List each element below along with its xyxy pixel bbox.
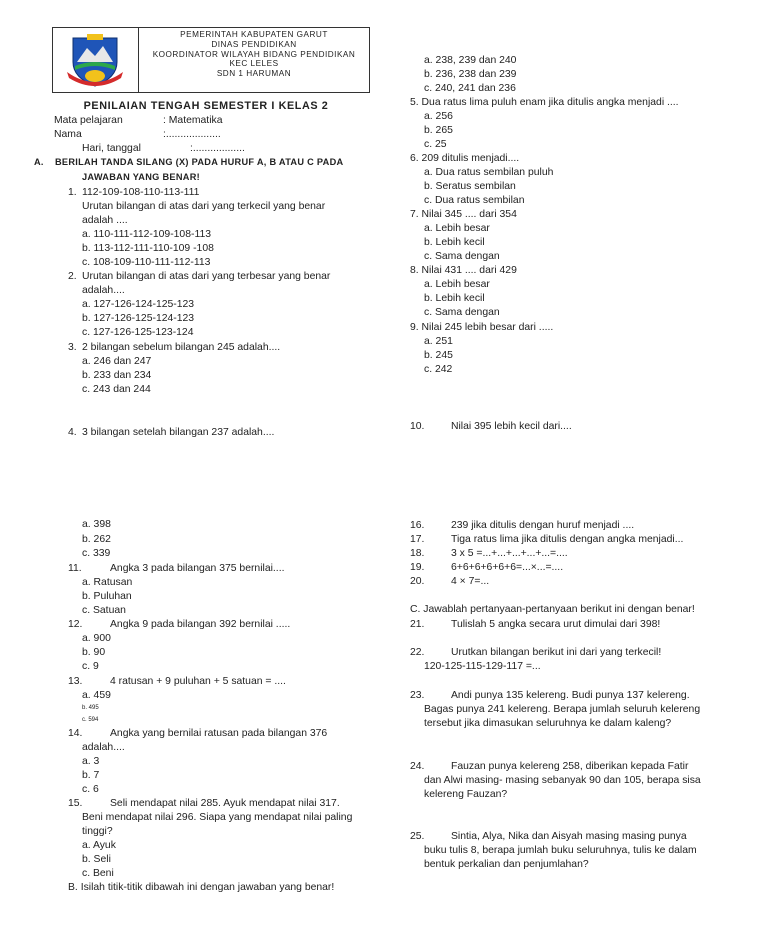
letterhead-line: PEMERINTAH KABUPATEN GARUT (180, 30, 328, 39)
question-text: Angka 9 pada bilangan 392 bernilai ..... (110, 619, 291, 630)
question-text: dan Alwi masing- masing sebanyak 90 dan 105, berapa sisa (424, 775, 701, 786)
answer-option: a. 238, 239 dan 240 (424, 55, 517, 66)
answer-option: a. 256 (424, 111, 453, 122)
answer-option: a. 251 (424, 336, 453, 347)
answer-option: b. 127-126-125-124-123 (82, 313, 195, 324)
question-text: 2 bilangan sebelum bilangan 245 adalah.... (82, 342, 281, 353)
letterhead-line: DINAS PENDIDIKAN (211, 39, 297, 49)
section-a-letter: A. (34, 157, 44, 167)
question-text: 3 bilangan setelah bilangan 237 adalah.... (82, 427, 275, 438)
answer-option: b. Seratus sembilan (424, 181, 516, 192)
question-text: Urutkan bilangan berikut ini dari yang terkecil! (451, 647, 662, 658)
q-number: 1. (68, 187, 77, 198)
question-text: Tulislah 5 angka secara urut dimulai dari 398! (451, 619, 661, 630)
answer-option: b. Lebih kecil (424, 237, 485, 248)
name-field: :................... (163, 129, 221, 140)
question-text: Beni mendapat nilai 296. Siapa yang mendapat nilai paling (82, 812, 353, 823)
question-text: Angka yang bernilai ratusan pada bilangan 376 (110, 728, 328, 739)
answer-option: a. 900 (82, 633, 111, 644)
q-number: 15. (68, 798, 83, 809)
question-text: 9. Nilai 245 lebih besar dari ..... (410, 322, 554, 333)
exam-title: PENILAIAN TENGAH SEMESTER I KELAS 2 (83, 100, 329, 112)
date-label: Hari, tanggal (82, 143, 141, 154)
answer-option: c. Beni (82, 868, 114, 879)
q-number: 18. (410, 548, 425, 559)
q-number: 4. (68, 427, 77, 438)
answer-option: a. 3 (82, 756, 100, 767)
question-text: 239 jika ditulis dengan huruf menjadi .... (451, 520, 635, 531)
question-text: tinggi? (82, 826, 113, 837)
q-number: 14. (68, 728, 83, 739)
section-c-instruction: C. Jawablah pertanyaan-pertanyaan berikut ini dengan benar! (410, 604, 695, 615)
answer-option: c. Sama dengan (424, 251, 500, 262)
question-text: Andi punya 135 kelereng. Budi punya 137 kelereng. (451, 690, 690, 701)
answer-option: a. Ayuk (82, 840, 116, 851)
answer-option: c. 240, 241 dan 236 (424, 83, 516, 94)
question-text: tersebut jika dimasukan seluruhnya ke dalam kaleng? (424, 718, 672, 729)
question-text: 4 × 7=... (451, 576, 490, 587)
letterhead-text (139, 30, 369, 79)
question-text: 8. Nilai 431 .... dari 429 (410, 265, 517, 276)
answer-option: b. 233 dan 234 (82, 370, 152, 381)
subject-value: : Matematika (163, 115, 223, 126)
section-b-instruction: B. Isilah titik-titik dibawah ini dengan jawaban yang benar! (68, 882, 335, 893)
answer-option: c. 243 dan 244 (82, 384, 151, 395)
question-text: adalah .... (82, 215, 128, 226)
answer-option: a. Lebih besar (424, 279, 490, 290)
q-number: 19. (410, 562, 425, 573)
question-text: 4 ratusan + 9 puluhan + 5 satuan = .... (110, 676, 286, 687)
subject-label: Mata pelajaran (54, 115, 123, 126)
answer-option: a. 459 (82, 690, 111, 701)
q-number: 22. (410, 647, 425, 658)
answer-option: c. 594 (82, 717, 99, 723)
question-text: Nilai 395 lebih kecil dari.... (451, 421, 572, 432)
answer-option: a. 246 dan 247 (82, 356, 152, 367)
question-text: Fauzan punya kelereng 258, diberikan kepada Fatir (451, 761, 689, 772)
question-text: Angka 3 pada bilangan 375 bernilai.... (110, 563, 285, 574)
answer-option: b. 236, 238 dan 239 (424, 69, 517, 80)
answer-option: c. Dua ratus sembilan (424, 195, 525, 206)
q-number: 12. (68, 619, 83, 630)
question-text: Tiga ratus lima jika ditulis dengan angka menjadi... (451, 534, 684, 545)
question-text: Seli mendapat nilai 285. Ayuk mendapat nilai 317. (110, 798, 340, 809)
answer-option: c. 127-126-125-123-124 (82, 327, 194, 338)
q-number: 25. (410, 831, 425, 842)
answer-option: c. 339 (82, 548, 111, 559)
answer-option: b. 245 (424, 350, 453, 361)
answer-option: a. Dua ratus sembilan puluh (424, 167, 554, 178)
q-number: 2. (68, 271, 77, 282)
regency-emblem-icon (63, 32, 127, 88)
question-text: kelereng Fauzan? (424, 789, 508, 800)
answer-option: a. 110-111-112-109-108-113 (82, 229, 212, 240)
answer-option: b. 113-112-111-110-109 -108 (82, 243, 214, 254)
q-number: 3. (68, 342, 77, 353)
answer-option: b. 495 (82, 705, 99, 711)
answer-option: c. 108-109-110-111-112-113 (82, 257, 211, 268)
answer-option: b. Seli (82, 854, 111, 865)
q-number: 10. (410, 421, 425, 432)
q-number: 16. (410, 520, 425, 531)
letterhead-line: KOORDINATOR WILAYAH BIDANG PENDIDIKAN (152, 49, 356, 59)
answer-option: c. Satuan (82, 605, 126, 616)
q-number: 24. (410, 761, 425, 772)
answer-option: a. Ratusan (82, 577, 133, 588)
answer-option: b. 7 (82, 770, 100, 781)
q-number: 20. (410, 576, 425, 587)
question-text: 3 x 5 =...+...+...+...+...=.... (451, 548, 568, 559)
question-text: 112-109-108-110-113-111 (82, 187, 200, 198)
answer-option: c. 6 (82, 784, 99, 795)
question-text: 120-125-115-129-117 =... (424, 661, 541, 672)
answer-option: b. 90 (82, 647, 106, 658)
q-number: 21. (410, 619, 425, 630)
answer-option: c. Sama dengan (424, 307, 500, 318)
question-text: Sintia, Alya, Nika dan Aisyah masing masing punya (451, 831, 687, 842)
question-text: adalah.... (82, 285, 125, 296)
question-text: Bagas punya 241 kelereng. Berapa jumlah seluruh kelereng (424, 704, 701, 715)
question-text: 6. 209 ditulis menjadi.... (410, 153, 520, 164)
answer-option: a. 398 (82, 519, 111, 530)
section-a-instruction: BERILAH TANDA SILANG (X) PADA HURUF A, B ATAU C PADA (55, 157, 344, 167)
date-field: :.................. (190, 143, 245, 154)
question-text: 5. Dua ratus lima puluh enam jika ditulis angka menjadi .... (410, 97, 679, 108)
section-a-instruction: JAWABAN YANG BENAR! (82, 172, 201, 182)
letterhead-line: SDN 1 HARUMAN (216, 69, 292, 79)
question-text: 7. Nilai 345 .... dari 354 (410, 209, 517, 220)
letterhead-line: KEC LELES (229, 59, 279, 69)
question-text: adalah.... (82, 742, 125, 753)
question-text: bentuk perkalian dan penjumlahan? (424, 859, 589, 870)
answer-option: b. Lebih kecil (424, 293, 485, 304)
answer-option: c. 9 (82, 661, 99, 672)
question-text: Urutan bilangan di atas dari yang terkecil yang benar (82, 201, 326, 212)
answer-option: b. Puluhan (82, 591, 132, 602)
question-text: buku tulis 8, berapa jumlah buku seluruhnya, tulis ke dalam (424, 845, 697, 856)
q-number: 23. (410, 690, 425, 701)
answer-option: a. 127-126-124-125-123 (82, 299, 195, 310)
answer-option: b. 262 (82, 534, 111, 545)
answer-option: a. Lebih besar (424, 223, 490, 234)
answer-option: c. 242 (424, 364, 453, 375)
answer-option: c. 25 (424, 139, 447, 150)
letterhead-box (52, 27, 370, 93)
question-text: Urutan bilangan di atas dari yang terbesar yang benar (82, 271, 331, 282)
name-label: Nama (54, 129, 82, 140)
q-number: 13. (68, 676, 83, 687)
question-text: 6+6+6+6+6+6=...×...=.... (451, 562, 564, 573)
answer-option: b. 265 (424, 125, 453, 136)
q-number: 17. (410, 534, 425, 545)
q-number: 11. (68, 563, 82, 574)
